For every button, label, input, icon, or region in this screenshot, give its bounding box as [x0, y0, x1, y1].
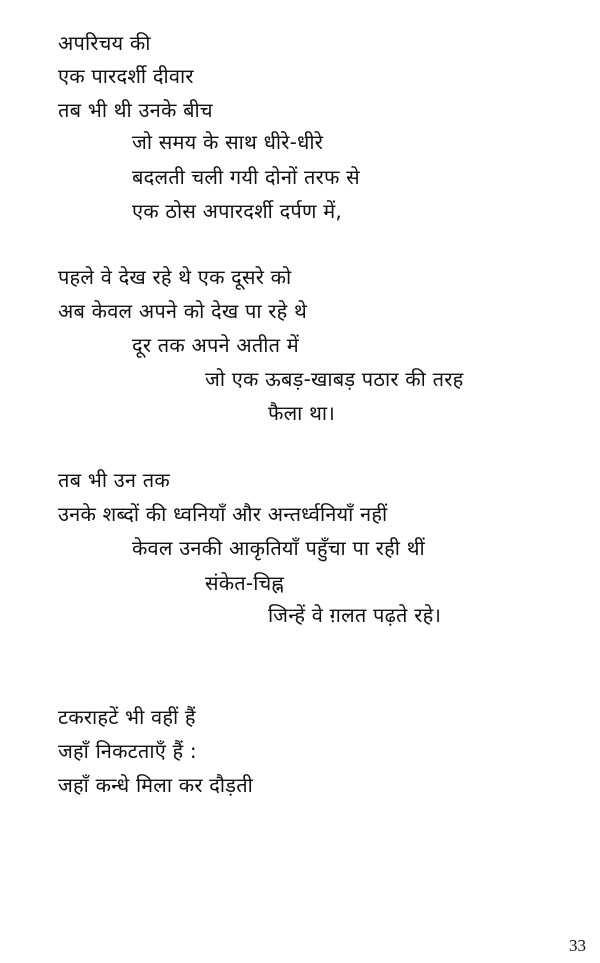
- poem-line: एक ठोस अपारदर्शी दर्पण में,: [132, 199, 342, 223]
- page-number: 33: [569, 936, 586, 955]
- poem-line: तब भी उन तक: [58, 468, 170, 492]
- poem-line: दूर तक अपने अतीत में: [132, 333, 299, 357]
- poem-line: एक पारदर्शी दीवार: [58, 64, 194, 88]
- poem-line: फैला था।: [268, 401, 336, 425]
- poem-line: जो समय के साथ धीरे-धीरे: [132, 130, 324, 154]
- poem-line: अपरिचय की: [58, 31, 151, 55]
- poem-line: टकराहटें भी वहीं हैं: [58, 705, 196, 729]
- poem-line: तब भी थी उनके बीच: [58, 98, 213, 122]
- poem-line: केवल उनकी आकृतियाँ पहुँचा पा रही थीं: [132, 536, 425, 560]
- poem-line: उनके शब्दों की ध्वनियाँ और अन्तर्ध्वनियाँ नहीं: [58, 502, 388, 526]
- poem-line: जहाँ कन्धे मिला कर दौड़ती: [58, 773, 253, 797]
- poem-line: अब केवल अपने को देख पा रहे थे: [58, 299, 308, 323]
- poem-line: पहले वे देख रहे थे एक दूसरे को: [58, 265, 292, 289]
- poem-line: जिन्हें वे ग़लत पढ़ते रहे।: [268, 603, 442, 627]
- poem-line: बदलती चली गयी दोनों तरफ से: [132, 165, 360, 189]
- poem-line: संकेत-चिह्न: [205, 571, 285, 595]
- poem-line: जो एक ऊबड़-खाबड़ पठार की तरह: [205, 367, 464, 391]
- poem-line: जहाँ निकटताएँ हैं :: [58, 739, 197, 763]
